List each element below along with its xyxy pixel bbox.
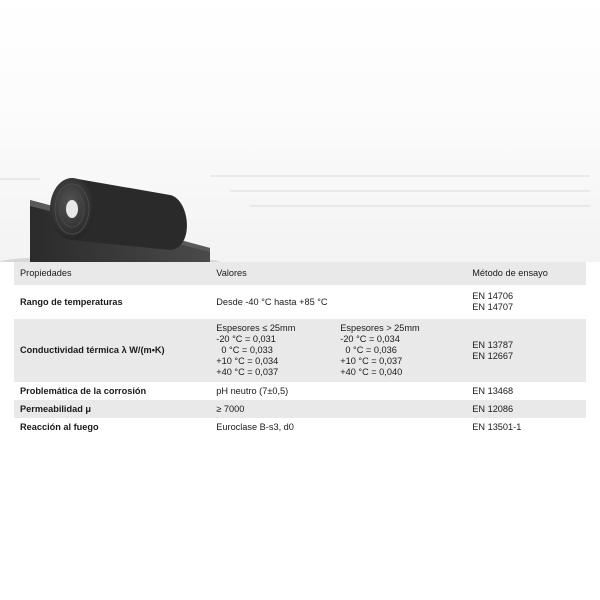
test-method: EN 13501-1 [472,421,522,432]
property-value: Euroclase B-s3, d0 [216,421,294,432]
header-properties: Propiedades [14,262,212,285]
test-method [468,285,586,319]
property-value: pH neutro (7±0,5) [216,385,289,396]
value-line: -20 °C = 0,034 [340,334,400,344]
conductivity-thick-column [340,323,464,378]
test-method: EN 13468 [472,385,514,396]
property-value: Desde -40 °C hasta +85 °C [216,296,328,307]
product-photo [0,0,600,262]
value-line: 0 °C = 0,033 [216,345,273,355]
test-method-line: EN 14706 [472,291,514,301]
property-label: Conductividad térmica λ W/(m•K) [14,319,212,382]
header-method: Método de ensayo [468,262,586,285]
test-method [468,319,586,382]
property-label: Permeabilidad μ [14,400,212,418]
property-label: Problemática de la corrosión [20,385,147,396]
table-header-row [14,262,586,285]
table-row-temperature [14,285,586,319]
property-label: Rango de temperaturas [20,296,123,307]
value-line: +10 °C = 0,034 [216,356,279,366]
test-method-line: EN 12667 [472,350,514,361]
table-row-permeability [14,400,586,418]
table-row-corrosion [14,382,586,400]
test-method: EN 12086 [468,400,586,418]
properties-table [14,262,586,436]
value-line: +40 °C = 0,037 [216,367,279,377]
test-method-line: EN 13787 [472,339,514,350]
header-values: Valores [212,262,468,285]
value-line: -20 °C = 0,031 [216,334,276,344]
value-line: +10 °C = 0,037 [340,356,403,366]
test-method-line: EN 14707 [472,302,514,312]
column-title: Espesores ≤ 25mm [216,323,296,333]
table-row-fire [14,418,586,436]
property-value [212,319,468,382]
insulation-roll-image [0,0,600,262]
conductivity-thin-column [216,323,340,378]
value-line: +40 °C = 0,040 [340,367,403,377]
column-title: Espesores > 25mm [340,323,420,333]
property-label: Reacción al fuego [20,421,99,432]
property-value: ≥ 7000 [212,400,468,418]
value-line: 0 °C = 0,036 [340,345,397,355]
table-row-conductivity [14,319,586,382]
